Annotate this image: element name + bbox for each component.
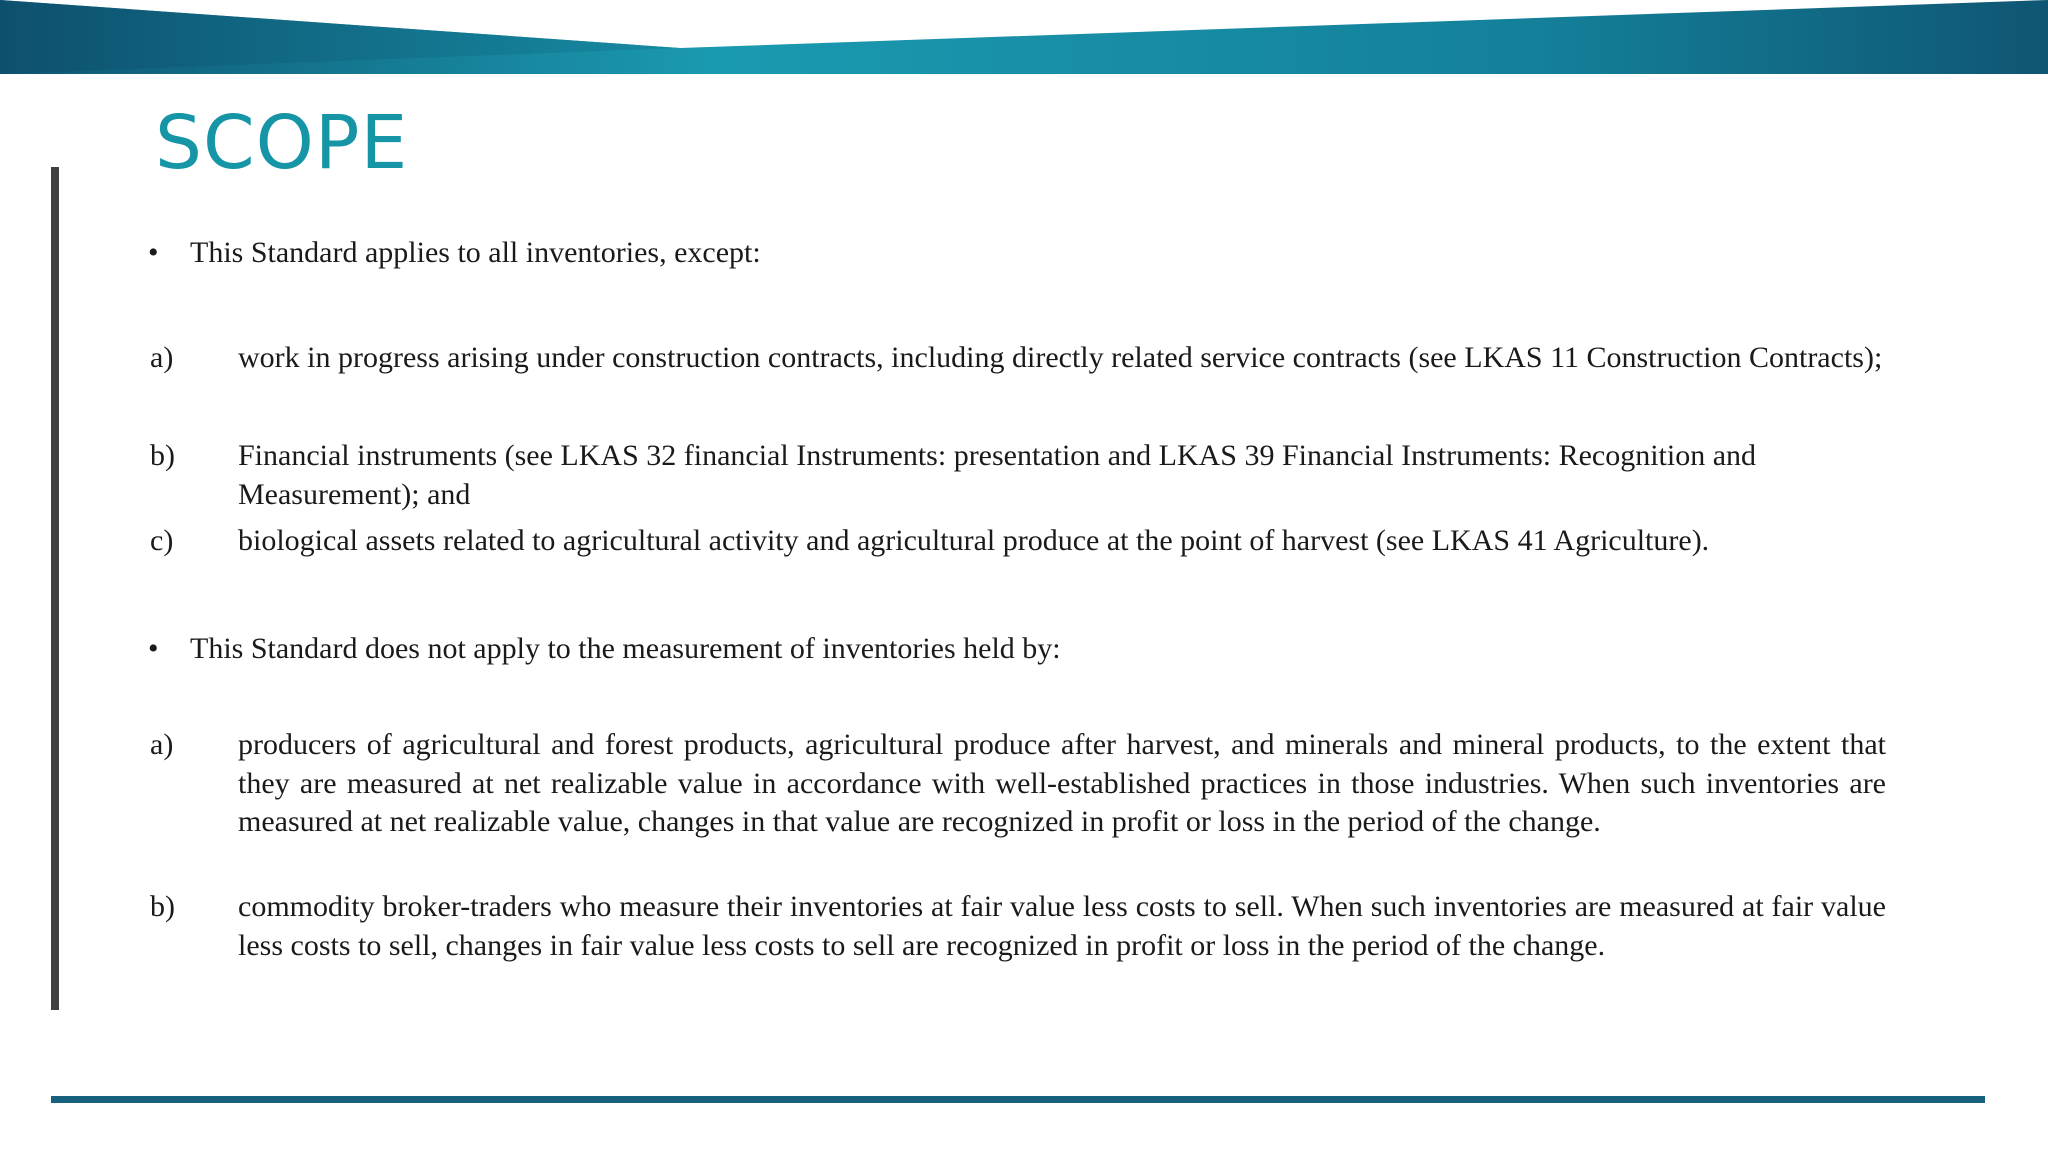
list-item-exception-b <box>150 437 1886 514</box>
bullet-applies-text: This Standard applies to all inventories, except: <box>190 236 761 269</box>
list-marker: b) <box>150 439 175 472</box>
bullet-applies <box>148 234 761 272</box>
list-marker: b) <box>150 890 175 923</box>
list-item-text: work in progress arising under construction contracts, including directly related service contracts (see LKAS 11 Construction Contracts); <box>238 341 1883 374</box>
bullet-not-apply-text: This Standard does not apply to the measurement of inventories held by: <box>190 632 1061 665</box>
list-marker: a) <box>150 341 174 374</box>
bullet-dot: • <box>148 632 159 665</box>
bullet-not-apply <box>148 630 1061 668</box>
bullet-dot: • <box>148 236 159 269</box>
list-item-text: biological assets related to agricultural activity and agricultural produce at the point of harvest (see LKAS 41 Agriculture). <box>238 524 1710 557</box>
bottom-rule <box>51 1096 1985 1103</box>
list-item-text: commodity broker-traders who measure their inventories at fair value less costs to sell. When such inventories are measured at fair value less costs to sell, changes in fair value less costs to sell are recognized in profit or loss in the period of the change. <box>238 890 1886 962</box>
list-item-holder-b <box>150 888 1886 965</box>
list-marker: a) <box>150 728 174 761</box>
list-item-holder-a <box>150 726 1886 842</box>
list-item-exception-a <box>150 339 1886 378</box>
slide-title: SCOPE <box>155 100 409 186</box>
list-item-text: producers of agricultural and forest products, agricultural produce after harvest, and minerals and mineral products, to the extent that they are measured at net realizable value in accordance with well-established practices in those industries. When such inventories are measured at net realizable value, changes in that value are recognized in profit or loss in the period of the change. <box>238 728 1886 838</box>
list-item-text: Financial instruments (see LKAS 32 financial Instruments: presentation and LKAS 39 Financial Instruments: Recognition and Measurement); and <box>238 439 1757 511</box>
list-item-exception-c <box>150 522 1886 561</box>
header-band <box>0 0 2048 74</box>
list-marker: c) <box>150 524 174 557</box>
left-accent-bar <box>51 167 59 1010</box>
